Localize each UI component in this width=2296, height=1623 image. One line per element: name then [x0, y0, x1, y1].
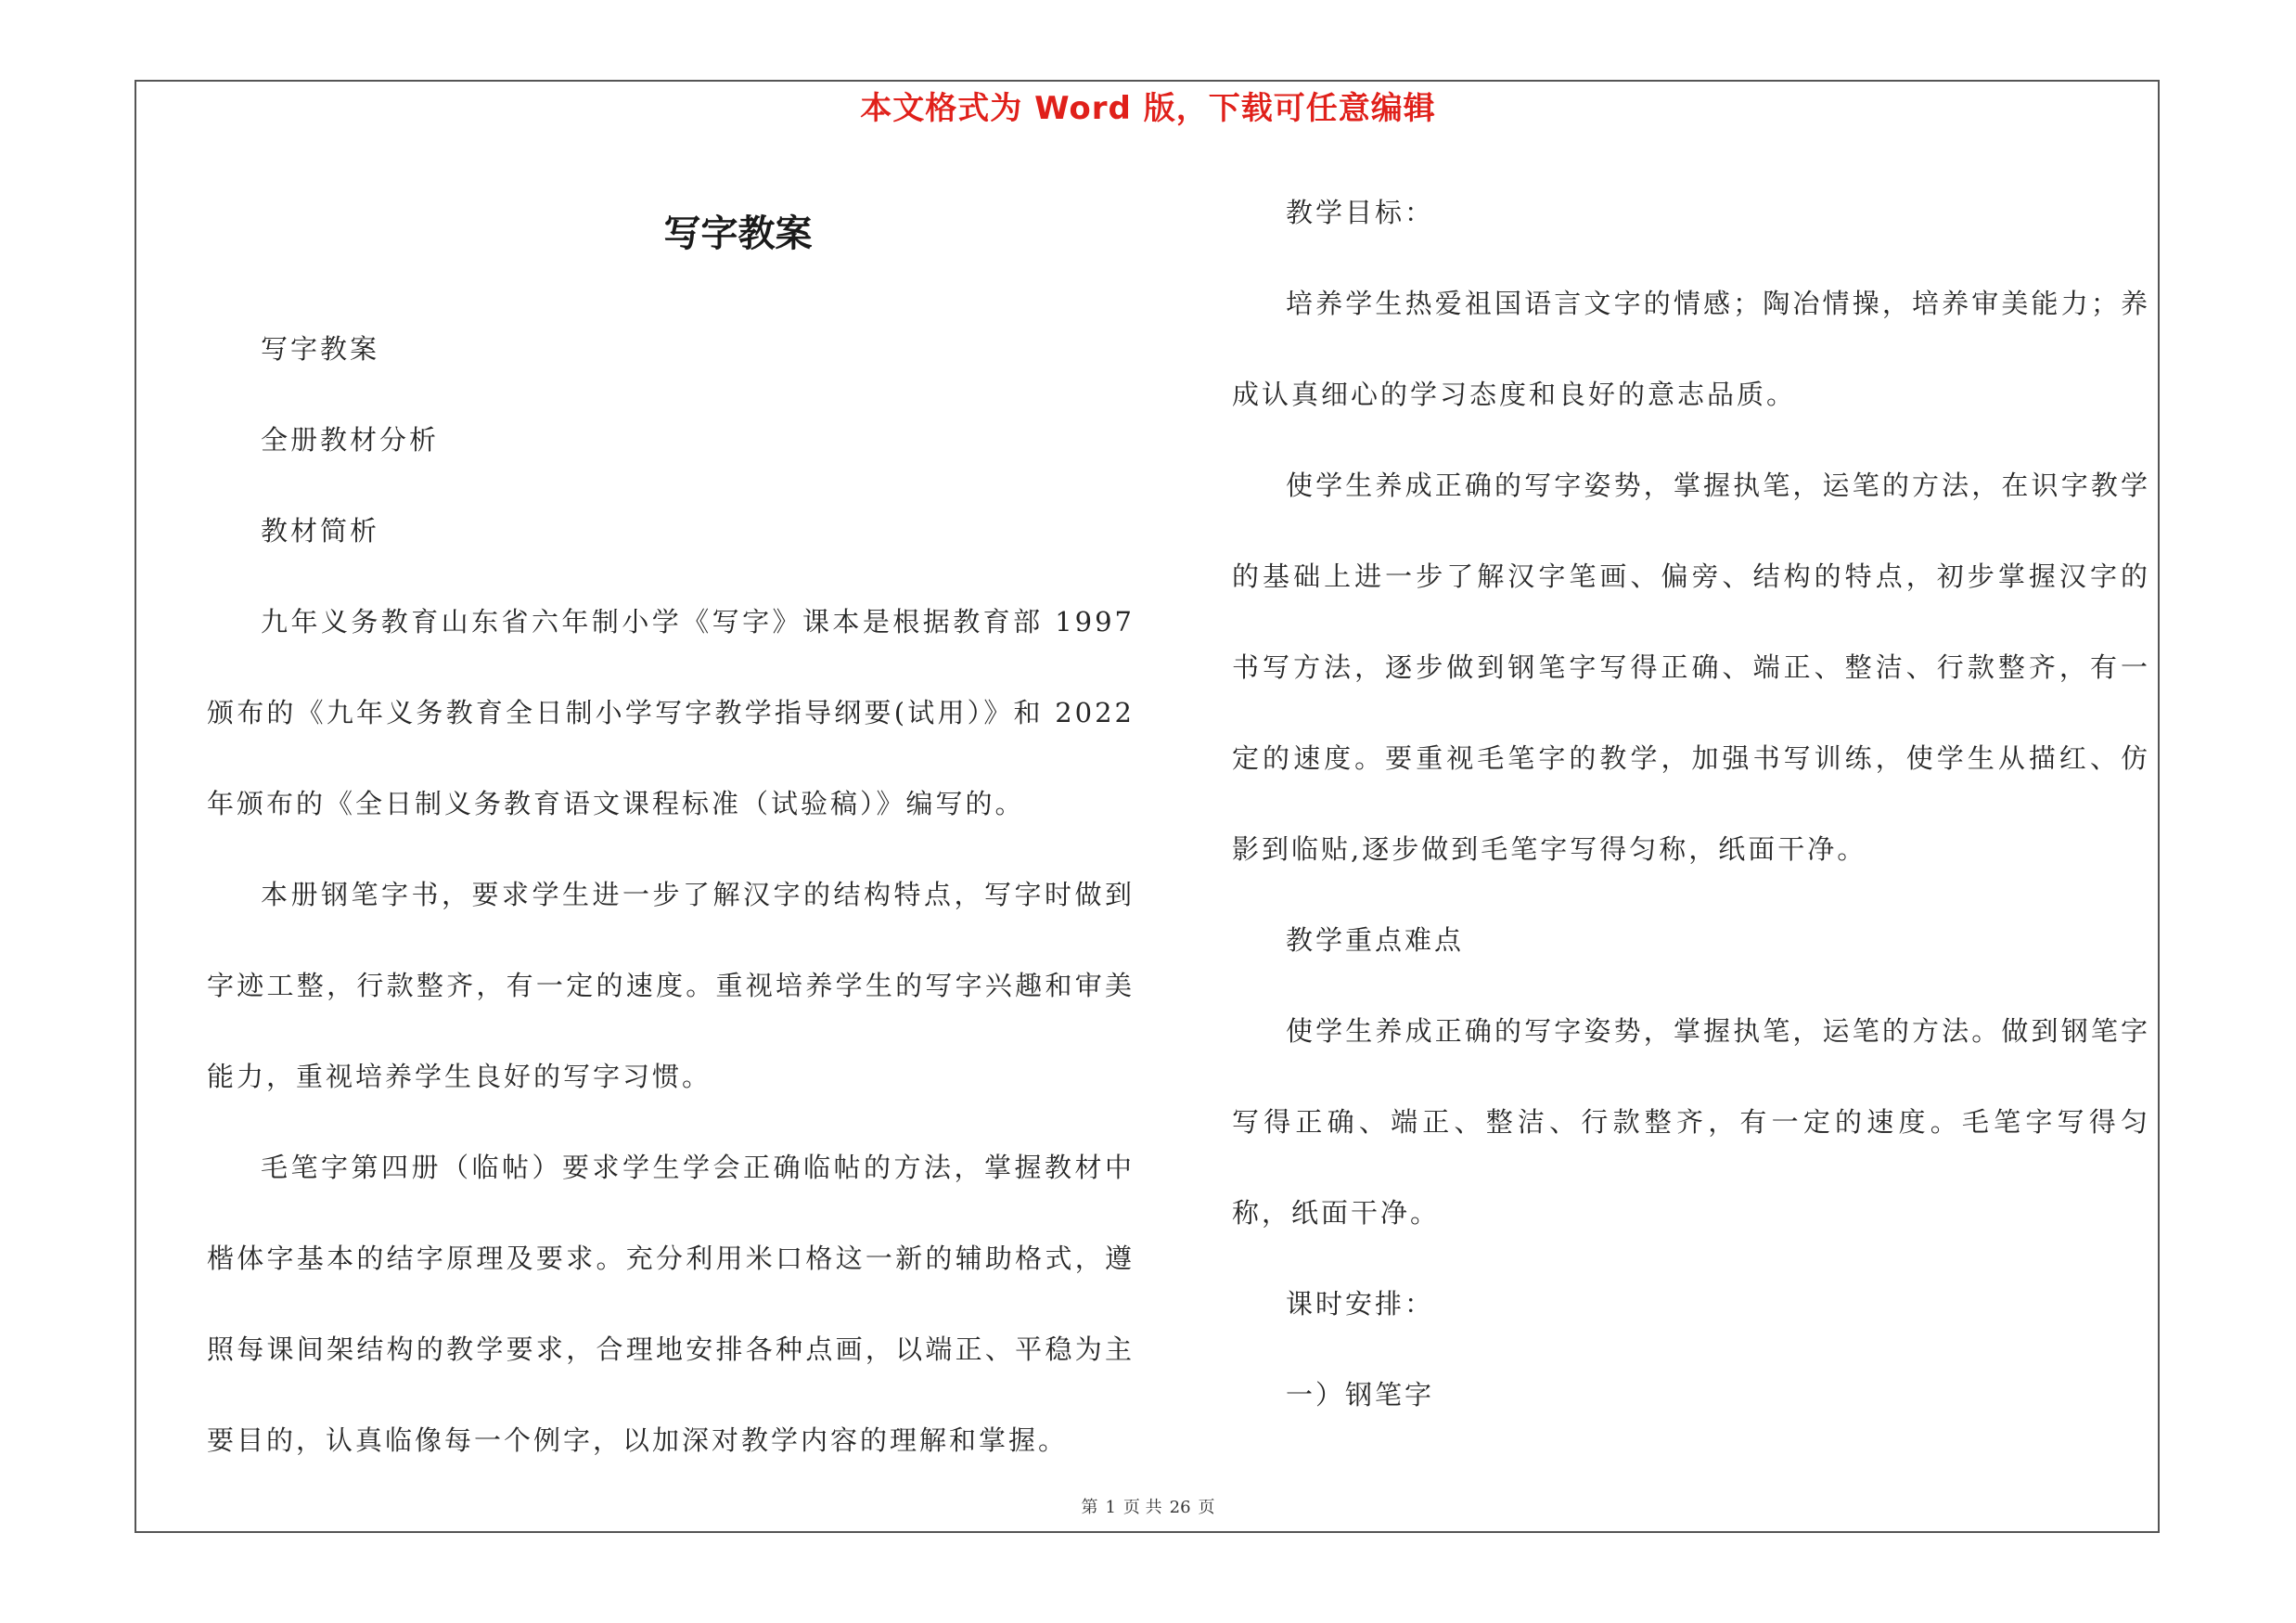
paragraph: 教材简析: [261, 515, 380, 547]
section-heading: 教学目标：: [1286, 197, 1435, 228]
left-column: [207, 303, 1135, 1486]
paragraph: 一）钢笔字: [1286, 1379, 1435, 1410]
section-heading: 课时安排：: [1286, 1288, 1435, 1320]
paragraph: 全册教材分析: [261, 424, 440, 456]
page-number: 1: [1105, 1498, 1116, 1517]
word-format-banner: 本文格式为 Word 版，下载可任意编辑: [860, 90, 1436, 127]
page-footer: [0, 1494, 2296, 1522]
section-heading: 教学重点难点: [1286, 924, 1465, 956]
page-label-mid: 页 共: [1122, 1498, 1162, 1517]
page-label-suffix: 页: [1198, 1498, 1215, 1517]
paragraph: 培养学生热爱祖国语言文字的情感；陶冶情操，培养审美能力；养成认真细心的学习态度和良好的意志品质。: [1232, 288, 2150, 410]
paragraph: 使学生养成正确的写字姿势，掌握执笔，运笔的方法。做到钢笔字写得正确、端正、整洁、行款整齐，有一定的速度。毛笔字写得匀称，纸面干净。: [1232, 1015, 2150, 1229]
right-column: [1232, 167, 2150, 1440]
paragraph: 毛笔字第四册（临帖）要求学生学会正确临帖的方法，掌握教材中楷体字基本的结字原理及要求。充分利用米口格这一新的辅助格式，遵照每课间架结构的教学要求，合理地安排各种点画，以端正、平稳为主要目的，认真临像每一个例字，以加深对教学内容的理解和掌握。: [207, 1152, 1135, 1456]
total-pages: 26: [1169, 1498, 1191, 1517]
document-title: 写字教案: [663, 213, 813, 255]
page-label-prefix: 第: [1081, 1498, 1098, 1517]
paragraph: 本册钢笔字书，要求学生进一步了解汉字的结构特点，写字时做到字迹工整，行款整齐，有一定的速度。重视培养学生的写字兴趣和审美能力，重视培养学生良好的写字习惯。: [207, 879, 1135, 1092]
paragraph: 九年义务教育山东省六年制小学《写字》课本是根据教育部 1997 颁布的《九年义务教育全日制小学写字教学指导纲要(试用）》和 2022 年颁布的《全日制义务教育语文课程标准（试验稿）》编写的。: [207, 606, 1135, 819]
paragraph: 写字教案: [261, 333, 380, 365]
paragraph: 使学生养成正确的写字姿势，掌握执笔，运笔的方法，在识字教学的基础上进一步了解汉字笔画、偏旁、结构的特点，初步掌握汉字的书写方法，逐步做到钢笔字写得正确、端正、整洁、行款整齐，有一定的速度。要重视毛笔字的教学，加强书写训练，使学生从描红、仿影到临贴,逐步做到毛笔字写得匀称，纸面干净。: [1232, 470, 2150, 865]
